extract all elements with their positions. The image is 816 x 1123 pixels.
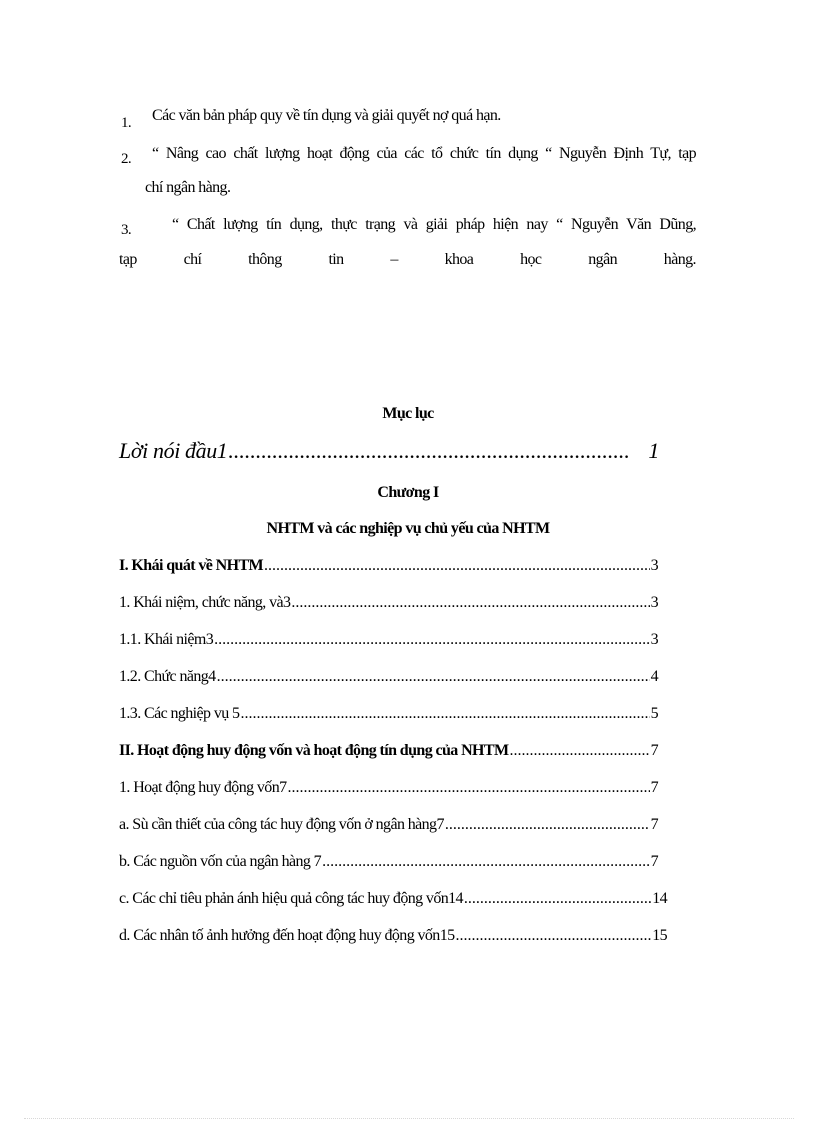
toc-entry xyxy=(119,742,658,760)
toc-dot-leader xyxy=(217,668,650,686)
toc-entry-label: 1.1. Khái niệm3 xyxy=(119,631,214,648)
toc-entry-label: a. Sù cần thiết của công tác huy động vốn ở ngân hàng7 xyxy=(119,816,444,833)
toc-entry-page: 3 xyxy=(650,557,658,574)
toc-entry-label: II. Hoạt động huy động vốn và hoạt động tín dụng của NHTM xyxy=(119,742,509,759)
reference-word: – xyxy=(390,251,398,268)
reference-text: chí ngân hàng. xyxy=(145,179,231,196)
chapter-title: NHTM và các nghiệp vụ chủ yếu của NHTM xyxy=(266,520,550,537)
toc-entry-label: 1.3. Các nghiệp vụ 5 xyxy=(119,705,240,722)
toc-entry-page: 3 xyxy=(650,594,658,611)
toc-dot-leader xyxy=(464,890,651,908)
toc-entry-page: 7 xyxy=(650,816,658,833)
toc-entry-page: 7 xyxy=(650,779,658,796)
toc-entry-page: 15 xyxy=(652,927,667,944)
toc-dot-leader xyxy=(445,816,650,834)
toc-entry-page: 4 xyxy=(650,668,658,685)
toc-entry xyxy=(119,668,658,686)
toc-entry xyxy=(119,705,658,723)
toc-entry-label: c. Các chỉ tiêu phản ánh hiệu quả công tác huy động vốn14 xyxy=(119,890,463,907)
toc-entry-page: 14 xyxy=(652,890,667,907)
toc-dot-leader xyxy=(214,631,649,649)
reference-number: 1. xyxy=(121,115,132,131)
toc-entry-label: I. Khái quát về NHTM xyxy=(119,557,264,574)
toc-entry-label: 1. Hoạt động huy động vốn7 xyxy=(119,779,287,796)
reference-word: tin xyxy=(328,251,344,268)
toc-entry xyxy=(119,779,658,797)
toc-entry-label: d. Các nhân tố ảnh hưởng đến hoạt động huy động vốn15 xyxy=(119,927,455,944)
toc-entry-page: 3 xyxy=(650,631,658,648)
toc-entry-page: 7 xyxy=(650,853,658,870)
reference-word: ngân xyxy=(588,251,617,268)
toc-entry-page: 5 xyxy=(650,705,658,722)
toc-intro-row xyxy=(119,438,659,464)
toc-dot-leader xyxy=(322,853,650,871)
reference-number: 3. xyxy=(121,222,132,238)
reference-text-justified-line xyxy=(119,251,696,269)
toc-entry xyxy=(119,890,667,908)
toc-dot-leader xyxy=(228,438,629,464)
toc-entry-label: 1. Khái niệm, chức năng, và3 xyxy=(119,594,291,611)
toc-entry xyxy=(119,927,667,945)
toc-intro-page: 1 xyxy=(648,438,659,463)
reference-word: hàng. xyxy=(663,251,696,268)
reference-text: “ Chất lượng tín dụng, thực trạng và giải pháp hiện nay “ Nguyễn Văn Dũng, xyxy=(172,216,696,233)
reference-word: thông xyxy=(248,251,282,268)
toc-entry-label: 1.2. Chức năng4 xyxy=(119,668,216,685)
toc-dot-leader xyxy=(288,779,650,797)
toc-dot-leader xyxy=(264,557,650,575)
toc-entry xyxy=(119,557,658,575)
reference-word: học xyxy=(520,251,542,268)
reference-number: 2. xyxy=(121,151,132,167)
chapter-heading: Chương I xyxy=(377,484,439,501)
toc-title: Mục lục xyxy=(382,405,434,422)
reference-text: Các văn bản pháp quy về tín dụng và giải quyết nợ quá hạn. xyxy=(152,107,501,124)
reference-word: tạp xyxy=(119,251,137,268)
toc-entry-label: b. Các nguồn vốn của ngân hàng 7 xyxy=(119,853,322,870)
toc-entry xyxy=(119,853,658,871)
toc-dot-leader xyxy=(291,594,649,612)
reference-word: khoa xyxy=(444,251,474,268)
toc-dot-leader xyxy=(240,705,649,723)
toc-dot-leader xyxy=(509,742,649,760)
toc-dot-leader xyxy=(456,927,652,945)
toc-intro-label: Lời nói đầu1 xyxy=(119,438,228,463)
reference-text: “ Nâng cao chất lượng hoạt động của các tổ chức tín dụng “ Nguyễn Định Tự, tạp xyxy=(152,145,696,162)
toc-entry xyxy=(119,631,658,649)
toc-entry-page: 7 xyxy=(650,742,658,759)
toc-entry xyxy=(119,594,658,612)
toc-entry xyxy=(119,816,658,834)
page-bottom-divider xyxy=(24,1118,794,1119)
reference-word: chí xyxy=(183,251,202,268)
